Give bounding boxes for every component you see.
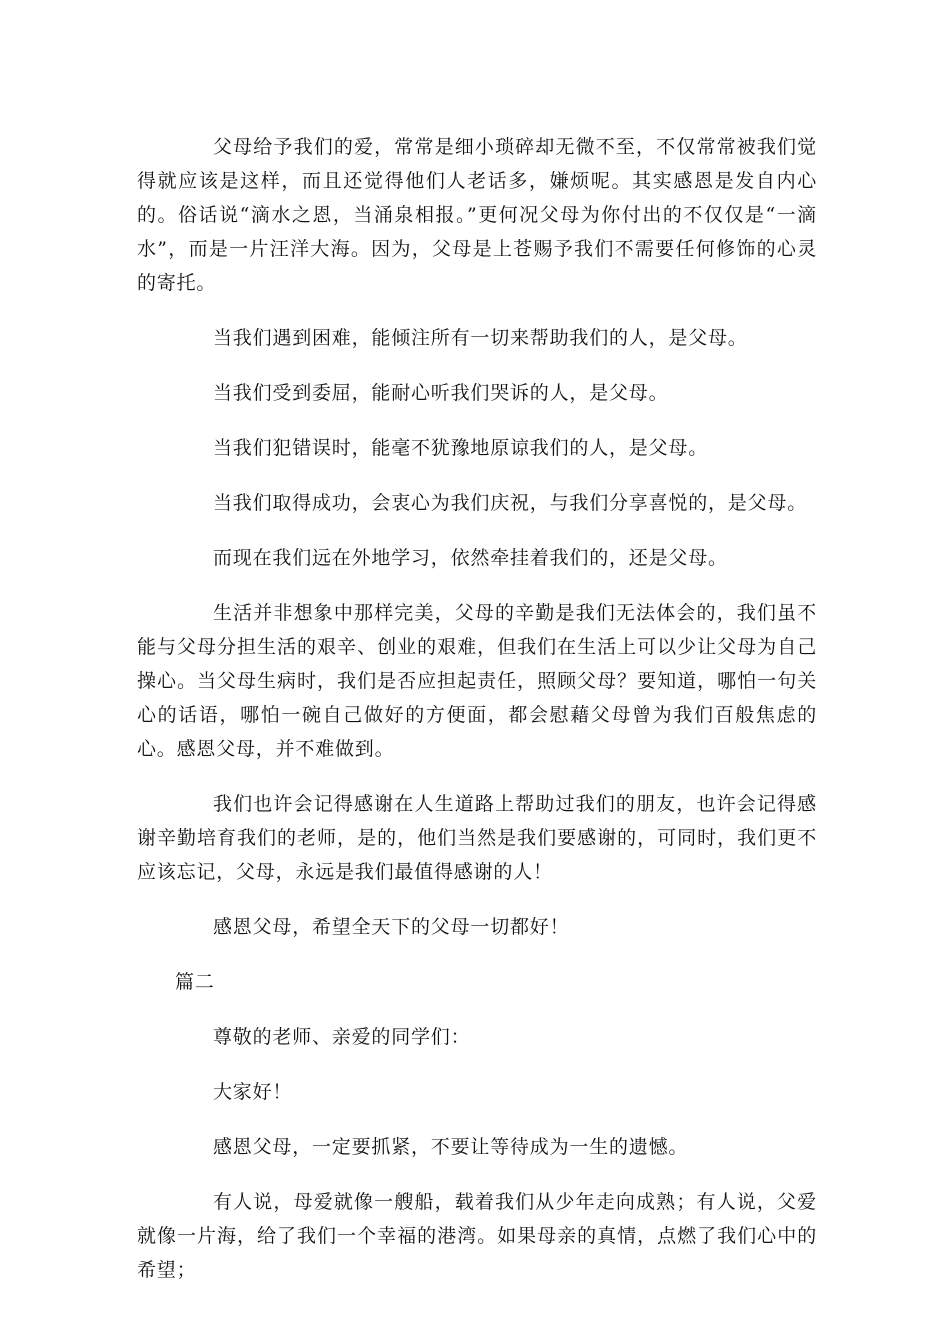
paragraph: 父母给予我们的爱，常常是细小琐碎却无微不至，不仅常常被我们觉得就应该是这样，而且还觉得他们人老话多，嫌烦呢。其实感恩是发自内心的。俗话说“滴水之恩，当涌泉相报。”更何况父母为你付出的不仅仅是“一滴水”，而是一片汪洋大海。因为，父母是上苍赐予我们不需要任何修饰的心灵的寄托。 <box>137 136 817 294</box>
paragraph: 感恩父母，希望全天下的父母一切都好！ <box>213 916 570 938</box>
document-body <box>137 130 817 1308</box>
paragraph: 当我们遇到困难，能倾注所有一切来帮助我们的人，是父母。 <box>213 327 748 349</box>
paragraph: 当我们取得成功，会衷心为我们庆祝，与我们分享喜悦的，是父母。 <box>213 492 808 514</box>
section-heading: 篇二 <box>175 971 215 993</box>
salutation: 尊敬的老师、亲爱的同学们： <box>213 1026 471 1048</box>
paragraph: 而现在我们远在外地学习，依然牵挂着我们的，还是父母。 <box>213 547 728 569</box>
paragraph: 生活并非想象中那样完美，父母的辛勤是我们无法体会的，我们虽不能与父母分担生活的艰辛、创业的艰难，但我们在生活上可以少让父母为自己操心。当父母生病时，我们是否应担起责任，照顾父母？要知道，哪怕一句关心的话语，哪怕一碗自己做好的方便面，都会慰藉父母曾为我们百般焦虑的心。感恩父母，并不难做到。 <box>137 602 817 760</box>
paragraph: 当我们犯错误时，能毫不犹豫地原谅我们的人，是父母。 <box>213 437 709 459</box>
paragraph: 当我们受到委屈，能耐心听我们哭诉的人，是父母。 <box>213 382 669 404</box>
paragraph: 有人说，母爱就像一艘船，载着我们从少年走向成熟；有人说，父爱就像一片海，给了我们一个幸福的港湾。如果母亲的真情，点燃了我们心中的希望； <box>137 1191 817 1281</box>
paragraph: 我们也许会记得感谢在人生道路上帮助过我们的朋友，也许会记得感谢辛勤培育我们的老师，是的，他们当然是我们要感谢的，可同时，我们更不应该忘记，父母，永远是我们最值得感谢的人！ <box>137 793 817 883</box>
paragraph: 感恩父母，一定要抓紧，不要让等待成为一生的遗憾。 <box>213 1136 689 1158</box>
greeting: 大家好！ <box>213 1081 293 1103</box>
